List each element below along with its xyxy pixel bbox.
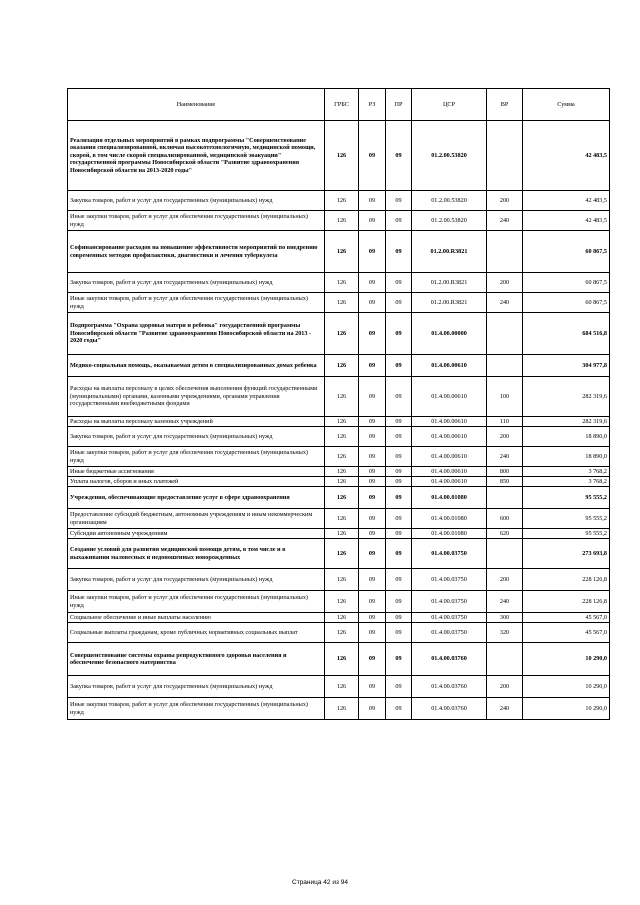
table-row	[68, 591, 610, 613]
cell-pr: 09	[386, 293, 412, 313]
table-row	[68, 447, 610, 467]
header-row	[68, 89, 610, 121]
cell-name: Софинансирование расходов на повышение эффективности мероприятий по внедрению современных методов профилактики, диагностики и лечения туберкулеза	[68, 231, 325, 273]
cell-rz: 09	[359, 467, 386, 477]
cell-vr: 200	[487, 191, 523, 211]
cell-vr: 200	[487, 569, 523, 591]
cell-sum: 60 867,5	[523, 293, 610, 313]
cell-grbs: 126	[325, 623, 359, 643]
cell-pr: 09	[386, 569, 412, 591]
cell-rz: 09	[359, 355, 386, 377]
cell-vr: 110	[487, 417, 523, 427]
cell-vr: 600	[487, 509, 523, 529]
cell-csr: 01.4.00.03760	[412, 676, 487, 698]
cell-sum: 42 483,5	[523, 211, 610, 231]
cell-grbs: 126	[325, 529, 359, 539]
cell-name: Учреждения, обеспечивающие предоставление услуг в сфере здравоохранения	[68, 487, 325, 509]
table-row	[68, 643, 610, 676]
cell-rz: 09	[359, 623, 386, 643]
header-pr: ПР	[386, 89, 412, 121]
cell-csr: 01.4.00.03760	[412, 643, 487, 676]
cell-rz: 09	[359, 191, 386, 211]
cell-name: Медико-социальная помощь, оказываемая детям в специализированных домах ребенка	[68, 355, 325, 377]
cell-name: Социальное обеспечение и иные выплаты населению	[68, 613, 325, 623]
table-row	[68, 698, 610, 720]
cell-grbs: 126	[325, 231, 359, 273]
cell-pr: 09	[386, 355, 412, 377]
cell-pr: 09	[386, 231, 412, 273]
cell-sum: 95 555,2	[523, 487, 610, 509]
cell-vr: 240	[487, 591, 523, 613]
table-row	[68, 477, 610, 487]
table-row	[68, 539, 610, 569]
cell-pr: 09	[386, 509, 412, 529]
cell-sum: 60 867,5	[523, 231, 610, 273]
cell-sum: 45 567,0	[523, 613, 610, 623]
cell-sum: 95 555,2	[523, 529, 610, 539]
cell-sum: 42 483,5	[523, 121, 610, 191]
cell-rz: 09	[359, 539, 386, 569]
cell-grbs: 126	[325, 591, 359, 613]
header-vr: ВР	[487, 89, 523, 121]
table-row	[68, 293, 610, 313]
cell-sum: 10 290,0	[523, 676, 610, 698]
cell-pr: 09	[386, 529, 412, 539]
cell-grbs: 126	[325, 191, 359, 211]
cell-pr: 09	[386, 191, 412, 211]
cell-grbs: 126	[325, 121, 359, 191]
cell-rz: 09	[359, 643, 386, 676]
cell-name: Закупка товаров, работ и услуг для государственных (муниципальных) нужд	[68, 191, 325, 211]
cell-grbs: 126	[325, 467, 359, 477]
cell-grbs: 126	[325, 427, 359, 447]
cell-csr: 01.4.00.00610	[412, 355, 487, 377]
cell-vr: 100	[487, 377, 523, 417]
table-row	[68, 355, 610, 377]
cell-pr: 09	[386, 417, 412, 427]
cell-grbs: 126	[325, 211, 359, 231]
cell-name: Закупка товаров, работ и услуг для государственных (муниципальных) нужд	[68, 676, 325, 698]
cell-name: Социальные выплаты гражданам, кроме публичных нормативных социальных выплат	[68, 623, 325, 643]
cell-name: Иные бюджетные ассигнования	[68, 467, 325, 477]
cell-grbs: 126	[325, 698, 359, 720]
cell-sum: 228 126,8	[523, 569, 610, 591]
cell-vr: 620	[487, 529, 523, 539]
cell-name: Субсидии автономным учреждениям	[68, 529, 325, 539]
cell-name: Создание условий для развития медицинской помощи детям, в том числе и в выхаживании маловесных и недоношенных новорожденных	[68, 539, 325, 569]
cell-vr	[487, 539, 523, 569]
cell-vr: 240	[487, 447, 523, 467]
cell-vr	[487, 487, 523, 509]
cell-name: Иные закупки товаров, работ и услуг для обеспечения государственных (муниципальных) нужд	[68, 211, 325, 231]
cell-pr: 09	[386, 467, 412, 477]
table-row	[68, 211, 610, 231]
table-row	[68, 529, 610, 539]
cell-sum: 282 319,6	[523, 417, 610, 427]
cell-vr: 320	[487, 623, 523, 643]
cell-grbs: 126	[325, 377, 359, 417]
cell-vr: 240	[487, 698, 523, 720]
cell-name: Иные закупки товаров, работ и услуг для обеспечения государственных (муниципальных) нужд	[68, 447, 325, 467]
cell-vr: 200	[487, 427, 523, 447]
cell-csr: 01.4.00.00610	[412, 427, 487, 447]
table-row	[68, 273, 610, 293]
cell-grbs: 126	[325, 293, 359, 313]
cell-csr: 01.4.00.01080	[412, 529, 487, 539]
cell-pr: 09	[386, 623, 412, 643]
table-row	[68, 191, 610, 211]
cell-pr: 09	[386, 121, 412, 191]
cell-vr	[487, 231, 523, 273]
cell-rz: 09	[359, 293, 386, 313]
cell-csr: 01.4.00.03760	[412, 698, 487, 720]
cell-pr: 09	[386, 676, 412, 698]
cell-rz: 09	[359, 273, 386, 293]
cell-rz: 09	[359, 487, 386, 509]
table-row	[68, 231, 610, 273]
cell-vr: 300	[487, 613, 523, 623]
table-row	[68, 417, 610, 427]
table-row	[68, 623, 610, 643]
cell-vr	[487, 313, 523, 355]
cell-rz: 09	[359, 477, 386, 487]
cell-pr: 09	[386, 643, 412, 676]
cell-rz: 09	[359, 427, 386, 447]
cell-sum: 273 693,8	[523, 539, 610, 569]
cell-name: Закупка товаров, работ и услуг для государственных (муниципальных) нужд	[68, 569, 325, 591]
header-sum: Сумма	[523, 89, 610, 121]
cell-pr: 09	[386, 613, 412, 623]
cell-name: Расходы на выплаты персоналу в целях обеспечения выполнения функций государственными (муниципальными) органами, казенными учреждениями, органами управления государственными внебюджетными фондами	[68, 377, 325, 417]
cell-vr: 240	[487, 293, 523, 313]
cell-sum: 10 290,0	[523, 643, 610, 676]
header-rz: РЗ	[359, 89, 386, 121]
cell-sum: 3 768,2	[523, 467, 610, 477]
cell-sum: 60 867,5	[523, 273, 610, 293]
cell-name: Иные закупки товаров, работ и услуг для обеспечения государственных (муниципальных) нужд	[68, 698, 325, 720]
cell-rz: 09	[359, 447, 386, 467]
cell-vr	[487, 355, 523, 377]
cell-rz: 09	[359, 417, 386, 427]
cell-vr: 850	[487, 477, 523, 487]
budget-table	[67, 88, 610, 720]
cell-grbs: 126	[325, 676, 359, 698]
cell-csr: 01.4.00.01080	[412, 487, 487, 509]
table-row	[68, 487, 610, 509]
page-number: Страница 42 из 94	[292, 879, 348, 886]
cell-sum: 18 890,0	[523, 447, 610, 467]
cell-pr: 09	[386, 211, 412, 231]
cell-pr: 09	[386, 698, 412, 720]
cell-name: Иные закупки товаров, работ и услуг для обеспечения государственных (муниципальных) нужд	[68, 591, 325, 613]
cell-name: Закупка товаров, работ и услуг для государственных (муниципальных) нужд	[68, 427, 325, 447]
cell-grbs: 126	[325, 539, 359, 569]
cell-grbs: 126	[325, 477, 359, 487]
cell-grbs: 126	[325, 487, 359, 509]
cell-rz: 09	[359, 509, 386, 529]
cell-pr: 09	[386, 273, 412, 293]
cell-name: Подпрограмма "Охрана здоровья матери и ребенка" государственной программы Новосибирской области "Развитие здравоохранения Новосибирской области на 2013 - 2020 годы"	[68, 313, 325, 355]
cell-csr: 01.4.00.03750	[412, 623, 487, 643]
cell-rz: 09	[359, 231, 386, 273]
table-row	[68, 121, 610, 191]
cell-sum: 42 483,5	[523, 191, 610, 211]
cell-rz: 09	[359, 121, 386, 191]
cell-rz: 09	[359, 529, 386, 539]
cell-csr: 01.4.00.00610	[412, 467, 487, 477]
cell-csr: 01.2.00.53820	[412, 211, 487, 231]
cell-pr: 09	[386, 477, 412, 487]
cell-csr: 01.2.00.R3821	[412, 273, 487, 293]
cell-csr: 01.4.00.00000	[412, 313, 487, 355]
cell-sum: 282 319,6	[523, 377, 610, 417]
header-grbs: ГРБС	[325, 89, 359, 121]
cell-sum: 3 768,2	[523, 477, 610, 487]
cell-csr: 01.2.00.53820	[412, 191, 487, 211]
cell-vr	[487, 643, 523, 676]
cell-csr: 01.4.00.00610	[412, 447, 487, 467]
table-row	[68, 509, 610, 529]
cell-grbs: 126	[325, 643, 359, 676]
header-name: Наименование	[68, 89, 325, 121]
cell-pr: 09	[386, 591, 412, 613]
table-row	[68, 569, 610, 591]
cell-name: Реализация отдельных мероприятий в рамках подпрограммы "Совершенствование оказания специализированной, включая высокотехнологичную, медицинской помощи, скорой, в том числе скорой специализированной, медицинской эвакуации" государственной программы Новосибирской области "Развитие здравоохранения Новосибирской области на 2013-2020 годы"	[68, 121, 325, 191]
table-row	[68, 676, 610, 698]
cell-sum: 45 567,0	[523, 623, 610, 643]
cell-pr: 09	[386, 427, 412, 447]
cell-grbs: 126	[325, 313, 359, 355]
cell-vr	[487, 121, 523, 191]
cell-rz: 09	[359, 377, 386, 417]
cell-rz: 09	[359, 313, 386, 355]
cell-name: Предоставление субсидий бюджетным, автономным учреждениям и иным некоммерческим организациям	[68, 509, 325, 529]
cell-grbs: 126	[325, 417, 359, 427]
cell-rz: 09	[359, 613, 386, 623]
cell-vr: 240	[487, 211, 523, 231]
cell-csr: 01.4.00.03750	[412, 591, 487, 613]
cell-name: Закупка товаров, работ и услуг для государственных (муниципальных) нужд	[68, 273, 325, 293]
cell-vr: 200	[487, 273, 523, 293]
cell-name: Уплата налогов, сборов и иных платежей	[68, 477, 325, 487]
cell-sum: 228 126,8	[523, 591, 610, 613]
cell-rz: 09	[359, 211, 386, 231]
table-row	[68, 467, 610, 477]
cell-vr: 800	[487, 467, 523, 477]
cell-pr: 09	[386, 377, 412, 417]
cell-sum: 95 555,2	[523, 509, 610, 529]
table-row	[68, 377, 610, 417]
cell-grbs: 126	[325, 447, 359, 467]
cell-csr: 01.4.00.00610	[412, 417, 487, 427]
cell-pr: 09	[386, 313, 412, 355]
cell-pr: 09	[386, 539, 412, 569]
cell-sum: 684 516,8	[523, 313, 610, 355]
cell-pr: 09	[386, 447, 412, 467]
cell-csr: 01.2.00.R3821	[412, 293, 487, 313]
cell-sum: 18 890,0	[523, 427, 610, 447]
cell-rz: 09	[359, 676, 386, 698]
cell-pr: 09	[386, 487, 412, 509]
cell-rz: 09	[359, 569, 386, 591]
cell-sum: 10 290,0	[523, 698, 610, 720]
cell-csr: 01.4.00.00610	[412, 377, 487, 417]
cell-csr: 01.2.00.R3821	[412, 231, 487, 273]
cell-name: Иные закупки товаров, работ и услуг для обеспечения государственных (муниципальных) нужд	[68, 293, 325, 313]
cell-csr: 01.4.00.03750	[412, 613, 487, 623]
cell-sum: 304 977,8	[523, 355, 610, 377]
cell-csr: 01.4.00.03750	[412, 569, 487, 591]
table-row	[68, 427, 610, 447]
table-body	[68, 121, 610, 720]
cell-csr: 01.4.00.00610	[412, 477, 487, 487]
table-row	[68, 313, 610, 355]
cell-grbs: 126	[325, 273, 359, 293]
table-row	[68, 613, 610, 623]
cell-csr: 01.2.00.53820	[412, 121, 487, 191]
cell-rz: 09	[359, 591, 386, 613]
cell-grbs: 126	[325, 569, 359, 591]
header-csr: ЦСР	[412, 89, 487, 121]
cell-vr: 200	[487, 676, 523, 698]
cell-grbs: 126	[325, 613, 359, 623]
cell-grbs: 126	[325, 355, 359, 377]
cell-grbs: 126	[325, 509, 359, 529]
cell-name: Расходы на выплаты персоналу казенных учреждений	[68, 417, 325, 427]
cell-csr: 01.4.00.03750	[412, 539, 487, 569]
cell-name: Совершенствование системы охраны репродуктивного здоровья населения и обеспечение безопасного материнства	[68, 643, 325, 676]
cell-csr: 01.4.00.01080	[412, 509, 487, 529]
cell-rz: 09	[359, 698, 386, 720]
